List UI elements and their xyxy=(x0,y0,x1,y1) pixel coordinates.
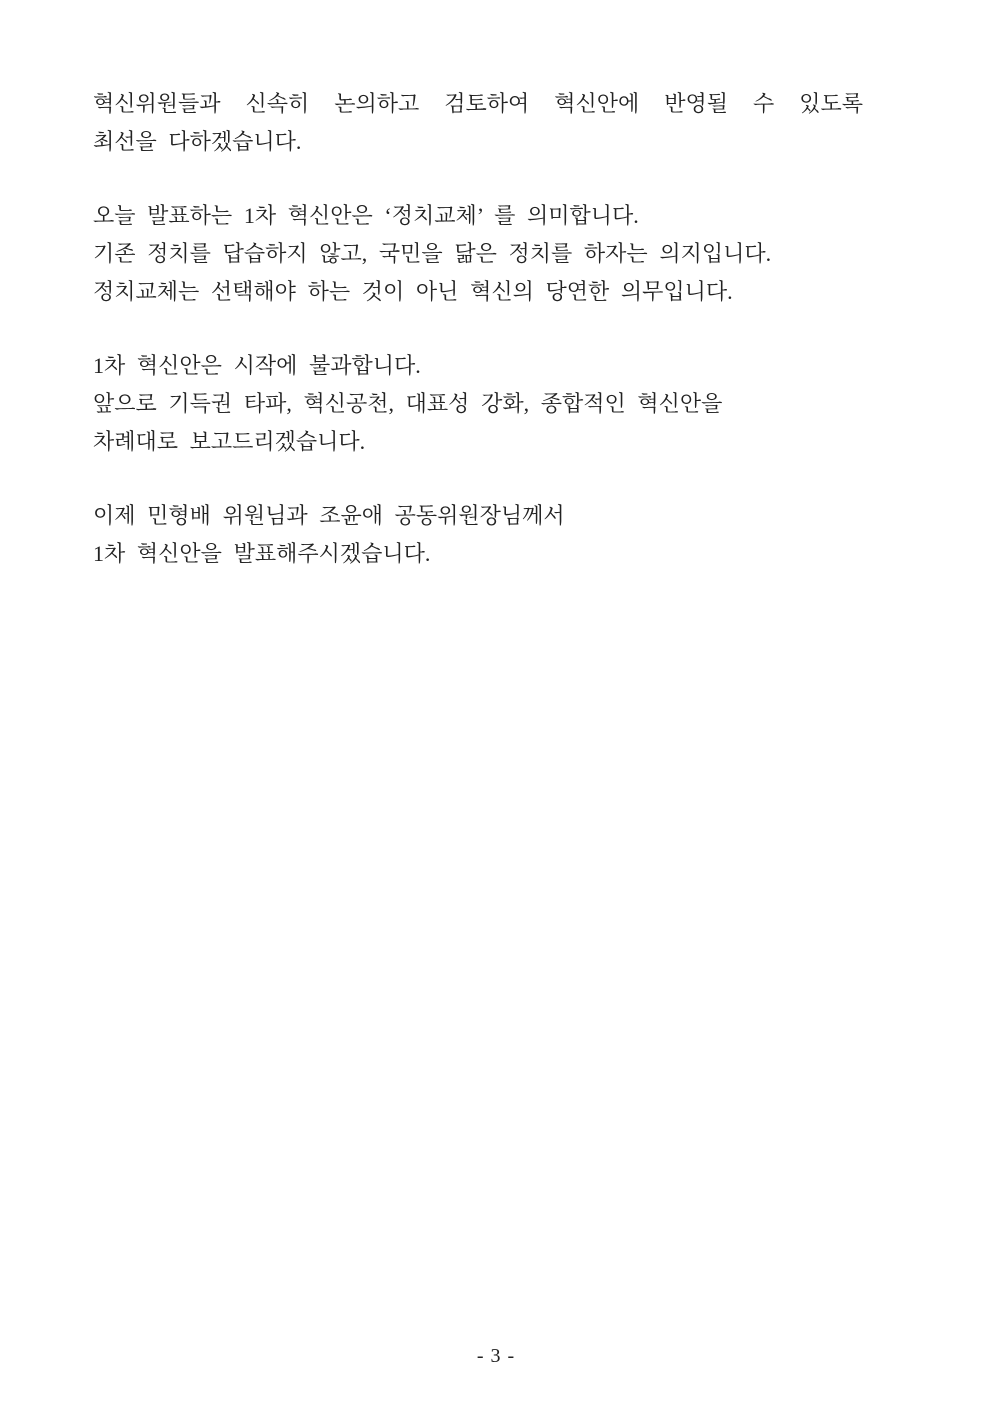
page-number: - 3 - xyxy=(476,1345,516,1367)
text-line: 차례대로 보고드리겠습니다. xyxy=(93,429,366,454)
paragraph-4 xyxy=(93,497,863,573)
paragraph-2 xyxy=(93,197,863,311)
text-line: 최선을 다하겠습니다. xyxy=(93,129,302,154)
text-line: 앞으로 기득권 타파, 혁신공천, 대표성 강화, 종합적인 혁신안을 xyxy=(93,391,723,416)
paragraph-3 xyxy=(93,347,863,461)
text-line: 오늘 발표하는 1차 혁신안은 ‘정치교체’ 를 의미합니다. xyxy=(93,203,639,228)
paragraph-1 xyxy=(93,85,863,161)
document-body xyxy=(93,85,863,609)
text-line: 이제 민형배 위원님과 조윤애 공동위원장님께서 xyxy=(93,503,565,528)
text-line: 1차 혁신안을 발표해주시겠습니다. xyxy=(93,541,431,566)
text-line: 1차 혁신안은 시작에 불과합니다. xyxy=(93,353,421,378)
text-line: 기존 정치를 답습하지 않고, 국민을 닮은 정치를 하자는 의지입니다. xyxy=(93,241,772,266)
text-line: 혁신위원들과 신속히 논의하고 검토하여 혁신안에 반영될 수 있도록 xyxy=(93,91,863,116)
text-line: 정치교체는 선택해야 하는 것이 아닌 혁신의 당연한 의무입니다. xyxy=(93,279,733,304)
